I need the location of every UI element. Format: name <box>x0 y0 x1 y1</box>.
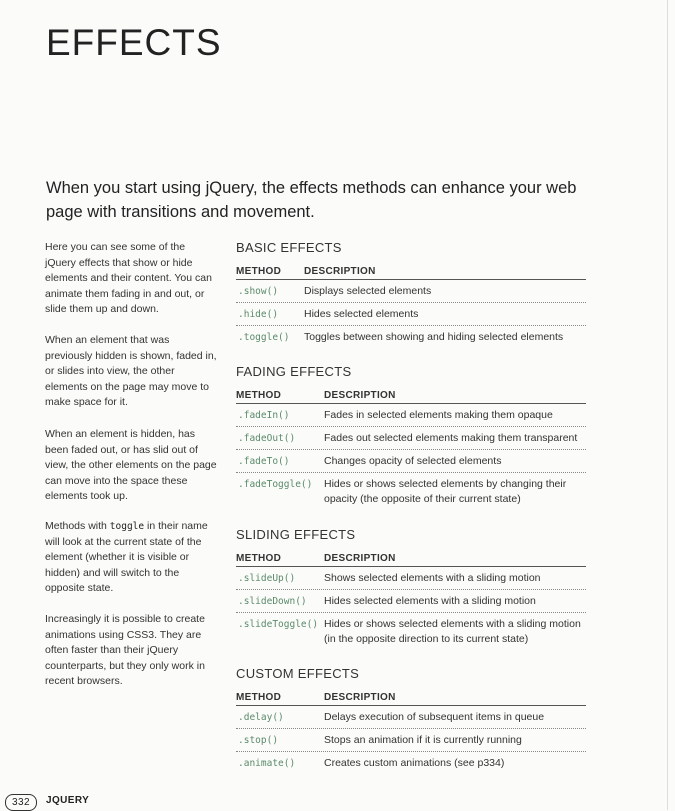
table-row <box>236 706 586 729</box>
method-name: .stop() <box>238 735 279 746</box>
description-column-header: DESCRIPTION <box>304 266 376 277</box>
method-description: Fades out selected elements making them transparent <box>324 432 578 444</box>
method-description: Hides or shows selected elements with a sliding motion (in the opposite direction to its current state) <box>324 618 581 645</box>
method-description: Delays execution of subsequent items in queue <box>324 711 545 723</box>
table-rows <box>236 706 586 774</box>
method-description: Hides selected elements with a sliding motion <box>324 595 536 607</box>
section-title: SLIDING EFFECTS <box>236 527 356 542</box>
method-description: Hides or shows selected elements by changing their opacity (the opposite of their current state) <box>324 478 567 505</box>
method-name: .fadeToggle() <box>238 479 313 490</box>
method-name: .toggle() <box>238 332 290 343</box>
method-description: Toggles between showing and hiding selected elements <box>304 331 564 343</box>
note-paragraph-4 <box>45 519 217 597</box>
effects-table <box>236 263 586 348</box>
table-row <box>236 752 586 774</box>
section-title: FADING EFFECTS <box>236 364 352 379</box>
method-description: Displays selected elements <box>304 285 432 297</box>
method-name: .show() <box>238 286 279 297</box>
basic-effects-section <box>236 240 586 348</box>
table-rows <box>236 404 586 510</box>
chapter-label: JQUERY <box>46 795 90 806</box>
method-description: Hides selected elements <box>304 308 419 320</box>
effects-table <box>236 387 586 510</box>
table-row <box>236 567 586 590</box>
method-description: Stops an animation if it is currently running <box>324 734 522 746</box>
section-title: BASIC EFFECTS <box>236 240 342 255</box>
table-row <box>236 729 586 752</box>
method-name: .fadeIn() <box>238 410 290 421</box>
table-row <box>236 326 586 348</box>
sliding-effects-section <box>236 527 586 650</box>
note-paragraph-3: When an element is hidden, has been faded out, or has slid out of view, the other elements on the page can move into the space these elements took up. <box>45 428 217 502</box>
table-row <box>236 280 586 303</box>
table-header <box>236 387 586 404</box>
section-title: CUSTOM EFFECTS <box>236 666 360 681</box>
table-row <box>236 404 586 427</box>
table-header <box>236 263 586 280</box>
method-name: .slideDown() <box>238 596 307 607</box>
method-name: .slideToggle() <box>238 619 319 630</box>
table-row <box>236 450 586 473</box>
table-header <box>236 550 586 567</box>
description-column-header: DESCRIPTION <box>324 390 396 401</box>
effects-table <box>236 550 586 650</box>
note-paragraph-5: Increasingly it is possible to create animations using CSS3. They are often faster than their jQuery counterparts, but they only work in recent browsers. <box>45 613 205 687</box>
note-4-before: Methods with <box>45 520 110 532</box>
method-name: .slideUp() <box>238 573 296 584</box>
method-column-header: METHOD <box>236 692 282 703</box>
note-4-after: in their name will look at the current state of the element (whether it is visible or hidden) and will switch to the opposite state. <box>45 520 208 594</box>
method-description: Fades in selected elements making them opaque <box>324 409 553 421</box>
effects-table <box>236 689 586 774</box>
method-name: .animate() <box>238 758 296 769</box>
table-row <box>236 473 586 510</box>
method-name: .hide() <box>238 309 279 320</box>
method-column-header: METHOD <box>236 553 282 564</box>
note-4-code: toggle <box>109 521 145 532</box>
page-edge <box>667 0 668 810</box>
method-description: Changes opacity of selected elements <box>324 455 502 467</box>
table-row <box>236 613 586 650</box>
table-row <box>236 427 586 450</box>
table-rows <box>236 280 586 348</box>
method-name: .delay() <box>238 712 284 723</box>
method-name: .fadeTo() <box>238 456 290 467</box>
note-paragraph-1: Here you can see some of the jQuery effects that show or hide elements and their content. You can animate them fading in and out, or slide them up and down. <box>45 241 212 315</box>
method-description: Shows selected elements with a sliding motion <box>324 572 541 584</box>
page-title: EFFECTS <box>46 22 222 63</box>
table-header <box>236 689 586 706</box>
method-column-header: METHOD <box>236 390 282 401</box>
custom-effects-section <box>236 666 586 774</box>
method-description: Creates custom animations (see p334) <box>324 757 505 769</box>
intro-text: When you start using jQuery, the effects methods can enhance your web page with transitions and movement. <box>46 179 577 221</box>
table-row <box>236 590 586 613</box>
fading-effects-section <box>236 364 586 510</box>
table-rows <box>236 567 586 650</box>
table-row <box>236 303 586 326</box>
description-column-header: DESCRIPTION <box>324 692 396 703</box>
method-name: .fadeOut() <box>238 433 296 444</box>
page-number: 332 <box>5 794 37 811</box>
note-paragraph-2: When an element that was previously hidden is shown, faded in, or slides into view, the other elements on the page may move to make space for it. <box>45 334 217 408</box>
method-column-header: METHOD <box>236 266 282 277</box>
description-column-header: DESCRIPTION <box>324 553 396 564</box>
